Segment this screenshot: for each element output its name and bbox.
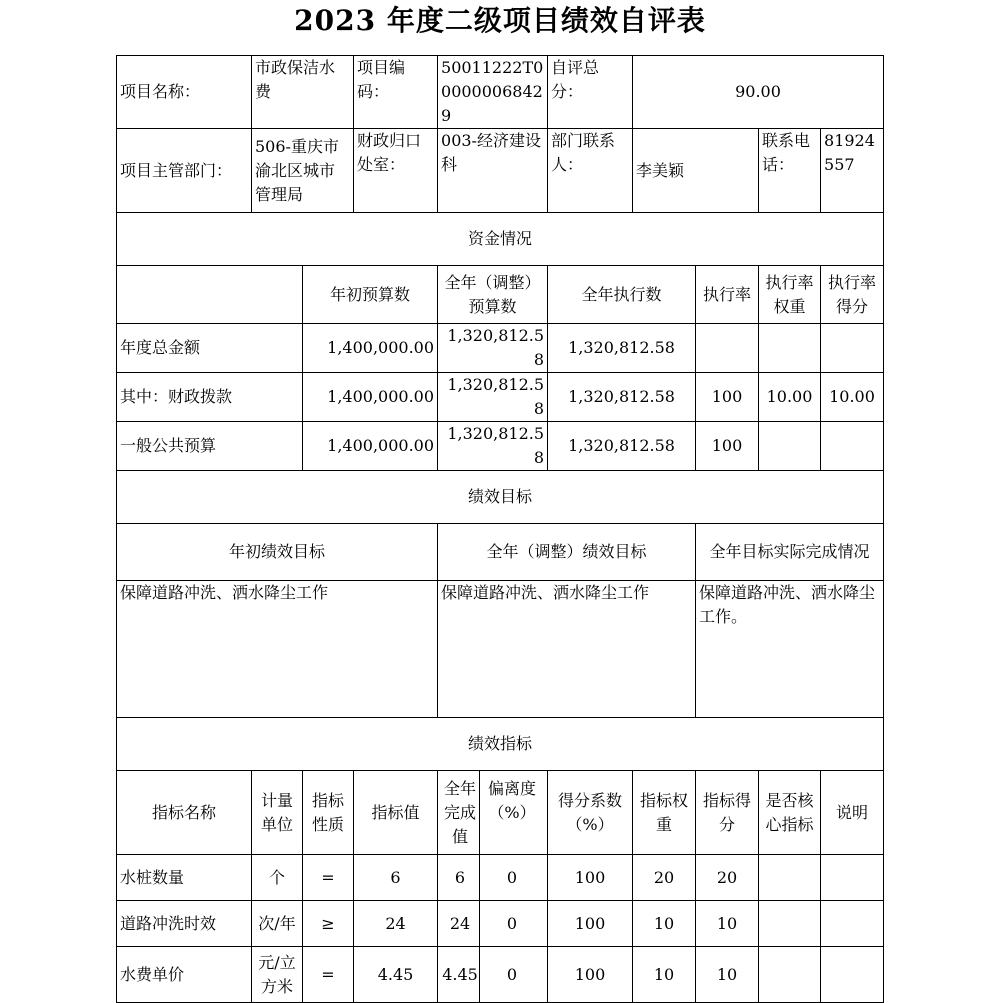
funds-row-adjusted: 1,320,812.58 — [438, 422, 548, 471]
ind-weight: 20 — [633, 855, 696, 901]
indicator-row — [117, 901, 884, 947]
funds-header-rate: 执行率 — [696, 266, 759, 324]
funds-row — [117, 422, 884, 471]
ind-unit: 次/年 — [252, 901, 303, 947]
funds-header-row — [117, 266, 884, 324]
ind-weight: 10 — [633, 947, 696, 1003]
project-info-row — [117, 56, 884, 129]
phone-value: 81924557 — [821, 129, 884, 213]
ind-done: 4.45 — [441, 947, 480, 1003]
ind-score: 20 — [696, 855, 759, 901]
ind-header-unit: 计量单位 — [252, 771, 303, 855]
contact-label: 部门联系人： — [548, 129, 633, 213]
ind-coef: 100 — [548, 947, 633, 1003]
indicators-header-row — [117, 771, 884, 855]
ind-coef: 100 — [548, 855, 633, 901]
funds-row-initial: 1,400,000.00 — [303, 373, 438, 422]
goal-initial-text: 保障道路冲洗、洒水降尘工作 — [117, 581, 438, 718]
funds-header-adjusted: 全年（调整）预算数 — [438, 266, 548, 324]
funds-row — [117, 324, 884, 373]
ind-nature: = — [303, 855, 354, 901]
project-name-value: 市政保洁水费 — [252, 56, 354, 129]
funds-row-weight: 10.00 — [759, 373, 821, 422]
indicator-row — [117, 855, 884, 901]
ind-unit: 元/立方米 — [252, 947, 303, 1003]
funds-row-adjusted: 1,320,812.58 — [438, 324, 548, 373]
ind-value: 6 — [354, 855, 438, 901]
ind-header-core: 是否核心指标 — [759, 771, 821, 855]
ind-dev: 0 — [506, 867, 518, 887]
funds-row-label: 其中：财政拨款 — [117, 373, 303, 422]
ind-nature: ≥ — [303, 901, 354, 947]
funds-header-weight: 执行率权重 — [759, 266, 821, 324]
goals-content-row — [117, 581, 884, 718]
ind-note — [821, 855, 884, 901]
ind-header-value: 指标值 — [354, 771, 438, 855]
funds-row-label: 一般公共预算 — [117, 422, 303, 471]
project-code-label: 项目编码： — [354, 56, 438, 129]
funds-row-initial: 1,400,000.00 — [303, 422, 438, 471]
finance-value: 003-经济建设科 — [438, 129, 548, 213]
page-title: 2023 年度二级项目绩效自评表 — [294, 4, 706, 37]
funds-header-initial: 年初预算数 — [303, 266, 438, 324]
funds-row-weight — [759, 324, 821, 373]
funds-row-rate: 100 — [696, 373, 759, 422]
ind-header-weight: 指标权重 — [633, 771, 696, 855]
funds-section-title: 资金情况 — [117, 213, 884, 266]
ind-header-nature: 指标性质 — [303, 771, 354, 855]
goals-section-title: 绩效目标 — [117, 471, 884, 524]
phone-label: 联系电话： — [759, 129, 821, 213]
ind-core — [759, 947, 821, 1003]
ind-note — [821, 901, 884, 947]
funds-row-score: 10.00 — [821, 373, 884, 422]
funds-row-executed: 1,320,812.58 — [548, 324, 696, 373]
goals-header-actual: 全年目标实际完成情况 — [696, 524, 884, 581]
ind-coef: 100 — [548, 901, 633, 947]
finance-label: 财政归口处室： — [354, 129, 438, 213]
ind-name: 水费单价 — [117, 947, 252, 1003]
funds-row-adjusted: 1,320,812.58 — [438, 373, 548, 422]
ind-header-dev: 偏离度（%） — [488, 778, 537, 822]
funds-row-label: 年度总金额 — [117, 324, 303, 373]
ind-score: 10 — [696, 947, 759, 1003]
indicators-section-title: 绩效指标 — [117, 718, 884, 771]
ind-value: 24 — [354, 901, 438, 947]
contact-value: 李美颖 — [633, 129, 759, 213]
ind-header-done: 全年完成值 — [441, 771, 480, 855]
ind-name: 水桩数量 — [117, 855, 252, 901]
ind-header-coef: 得分系数（%） — [548, 771, 633, 855]
ind-nature: = — [303, 947, 354, 1003]
goal-adjusted-text: 保障道路冲洗、洒水降尘工作 — [438, 581, 696, 718]
ind-core — [759, 855, 821, 901]
funds-row-executed: 1,320,812.58 — [548, 422, 696, 471]
ind-value: 4.45 — [354, 947, 438, 1003]
funds-row-rate: 100 — [696, 422, 759, 471]
ind-note — [821, 947, 884, 1003]
ind-header-note: 说明 — [821, 771, 884, 855]
funds-row-score — [821, 324, 884, 373]
funds-row-rate — [696, 324, 759, 373]
ind-name: 道路冲洗时效 — [117, 901, 252, 947]
funds-row-weight — [759, 422, 821, 471]
goals-header-adjusted: 全年（调整）绩效目标 — [438, 524, 696, 581]
ind-core — [759, 901, 821, 947]
ind-weight: 10 — [633, 901, 696, 947]
self-score-value: 90.00 — [633, 56, 884, 129]
goal-actual-text: 保障道路冲洗、洒水降尘工作。 — [696, 581, 884, 718]
evaluation-table — [116, 55, 884, 1003]
project-code-value: 50011222T000000068429 — [438, 56, 548, 129]
goals-header-row — [117, 524, 884, 581]
ind-dev: 0 — [506, 964, 518, 984]
funds-header-executed: 全年执行数 — [548, 266, 696, 324]
dept-value: 506-重庆市渝北区城市管理局 — [252, 129, 354, 213]
ind-done: 6 — [441, 855, 480, 901]
dept-label: 项目主管部门： — [117, 129, 252, 213]
ind-header-name: 指标名称 — [117, 771, 252, 855]
funds-row-score — [821, 422, 884, 471]
indicator-row — [117, 947, 884, 1003]
ind-done: 24 — [441, 901, 480, 947]
project-name-label: 项目名称： — [117, 56, 252, 129]
ind-header-score: 指标得分 — [696, 771, 759, 855]
funds-row — [117, 373, 884, 422]
ind-score: 10 — [696, 901, 759, 947]
funds-row-initial: 1,400,000.00 — [303, 324, 438, 373]
funds-row-executed: 1,320,812.58 — [548, 373, 696, 422]
self-score-label: 自评总分： — [548, 56, 633, 129]
ind-dev: 0 — [506, 913, 518, 933]
department-row — [117, 129, 884, 213]
ind-unit: 个 — [252, 855, 303, 901]
funds-header-score: 执行率得分 — [821, 266, 884, 324]
goals-header-initial: 年初绩效目标 — [117, 524, 438, 581]
